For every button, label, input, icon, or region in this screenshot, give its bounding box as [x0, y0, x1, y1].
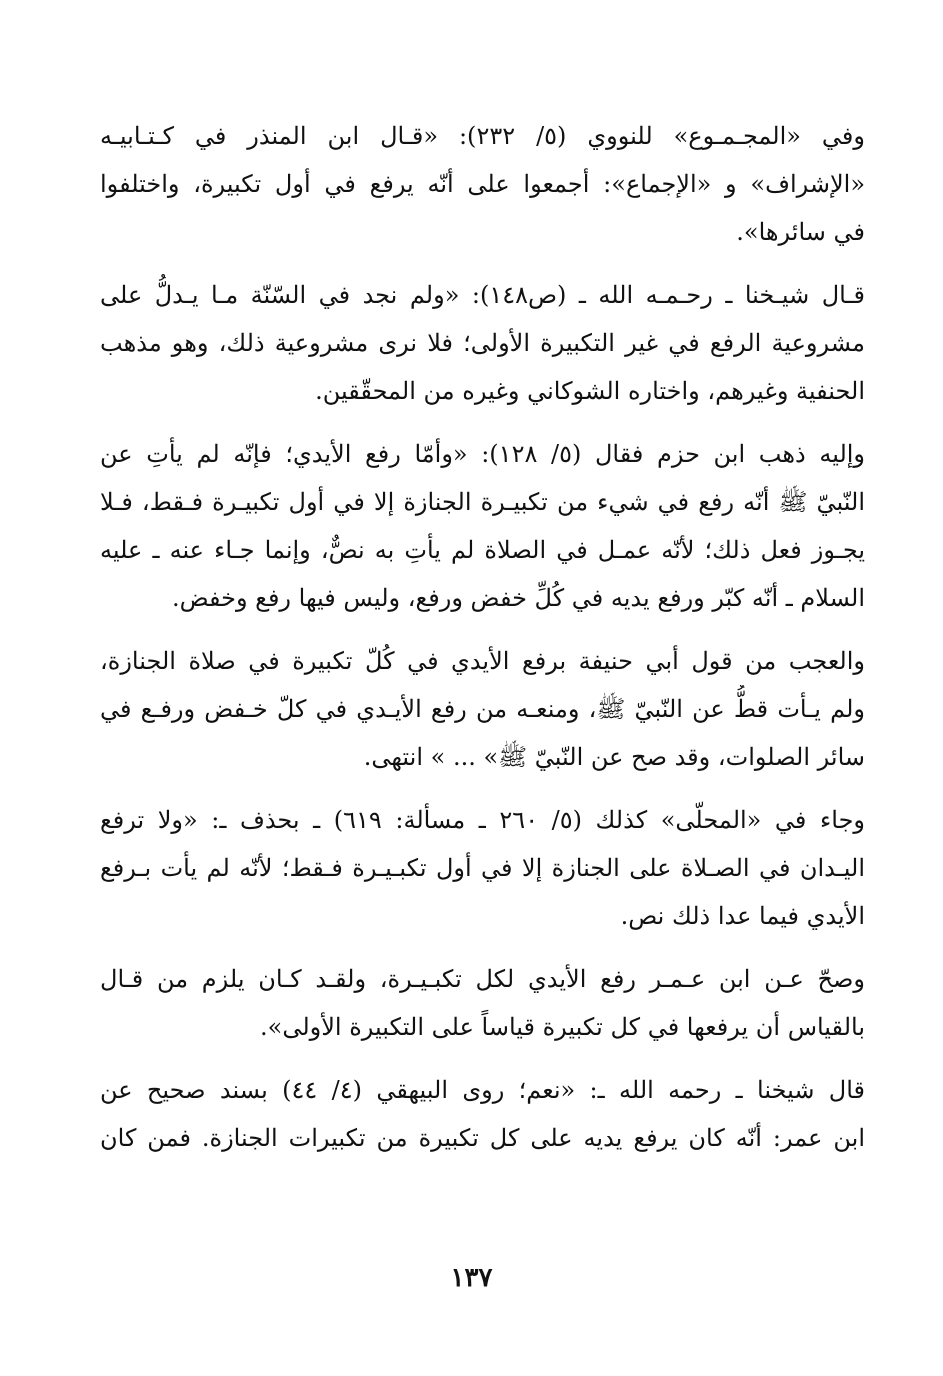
text-line: وجاء في «المحلّى» كذلك (٥/ ٢٦٠ ـ مسألة: ٦١٩) ـ بحذف ـ: «ولا ترفع [100, 806, 865, 834]
text-line: الأيدي فيما عدا ذلك نص. [620, 902, 865, 930]
text-line: «الإشراف» و «الإجماع»: أجمعوا على أنّه يرفع في أول تكبيرة، واختلفوا [100, 170, 865, 198]
body-text [100, 112, 865, 1177]
text-line: في سائرها». [736, 218, 865, 246]
text-line: قال شيخنا ـ رحمه الله ـ: «نعم؛ روى البيهقي (٤/ ٤٤) بسند صحيح عن [100, 1076, 865, 1104]
text-line: السلام ـ أنّه كبّر ورفع يديه في كُلِّ خفض ورفع، وليس فيها رفع وخفض. [171, 584, 865, 612]
text-line: وإليه ذهب ابن حزم فقال (٥/ ١٢٨): «وأمّا رفع الأيدي؛ فإنّه لم يأتِ عن [100, 440, 865, 468]
text-line: قـال شيـخنا ـ رحـمـه الله ـ (ص١٤٨): «ولم نجد في السّنّة مـا يـدلُّ على [100, 281, 865, 309]
text-line: ابن عمر: أنّه كان يرفع يديه على كل تكبيرة من تكبيرات الجنازة. فمن كان [100, 1124, 865, 1152]
paragraph-3 [100, 430, 865, 622]
text-line: يجـوز فعل ذلك؛ لأنّه عمـل في الصلاة لم يأتِ به نصٌّ، وإنما جـاء عنه ـ عليه [100, 536, 865, 564]
text-line: ولم يـأت قطُّ عن النّبيّ ﷺ، ومنعـه من رفع الأيـدي في كلّ خـفض ورفـع في [100, 695, 865, 723]
text-line: والعجب من قول أبي حنيفة برفع الأيدي في كُلّ تكبيرة في صلاة الجنازة، [100, 647, 865, 675]
paragraph-1 [100, 112, 865, 256]
text-line: اليـدان في الصـلاة على الجنازة إلا في أول تكبـيـرة فـقط؛ لأنّه لم يأت بـرفع [100, 854, 865, 882]
page-number: ١٣٧ [450, 1263, 493, 1293]
paragraph-7 [100, 1066, 865, 1162]
text-line: النّبيّ ﷺ أنّه رفع في شيء من تكبيـرة الجنازة إلا في أول تكبيـرة فـقط، فـلا [100, 488, 865, 516]
text-line: سائر الصلوات، وقد صح عن النّبيّ ﷺ» ... » انتهى. [363, 743, 865, 771]
paragraph-4 [100, 637, 865, 781]
paragraph-6 [100, 955, 865, 1051]
paragraph-5 [100, 796, 865, 940]
text-line: وفي «المجـمـوع» للنووي (٥/ ٢٣٢): «قـال ابن المنذر في كـتـابيـه [100, 122, 865, 150]
text-line: بالقياس أن يرفعها في كل تكبيرة قياساً على التكبيرة الأولى». [260, 1013, 865, 1041]
paragraph-2 [100, 271, 865, 415]
text-line: مشروعية الرفع في غير التكبيرة الأولى؛ فلا نرى مشروعية ذلك، وهو مذهب [100, 329, 865, 357]
text-line: الحنفية وغيرهم، واختاره الشوكاني وغيره من المحقّقين. [315, 377, 865, 405]
text-line: وصحّ عـن ابن عـمـر رفع الأيدي لكل تكبـيـرة، ولقـد كـان يلزم من قـال [100, 965, 865, 993]
